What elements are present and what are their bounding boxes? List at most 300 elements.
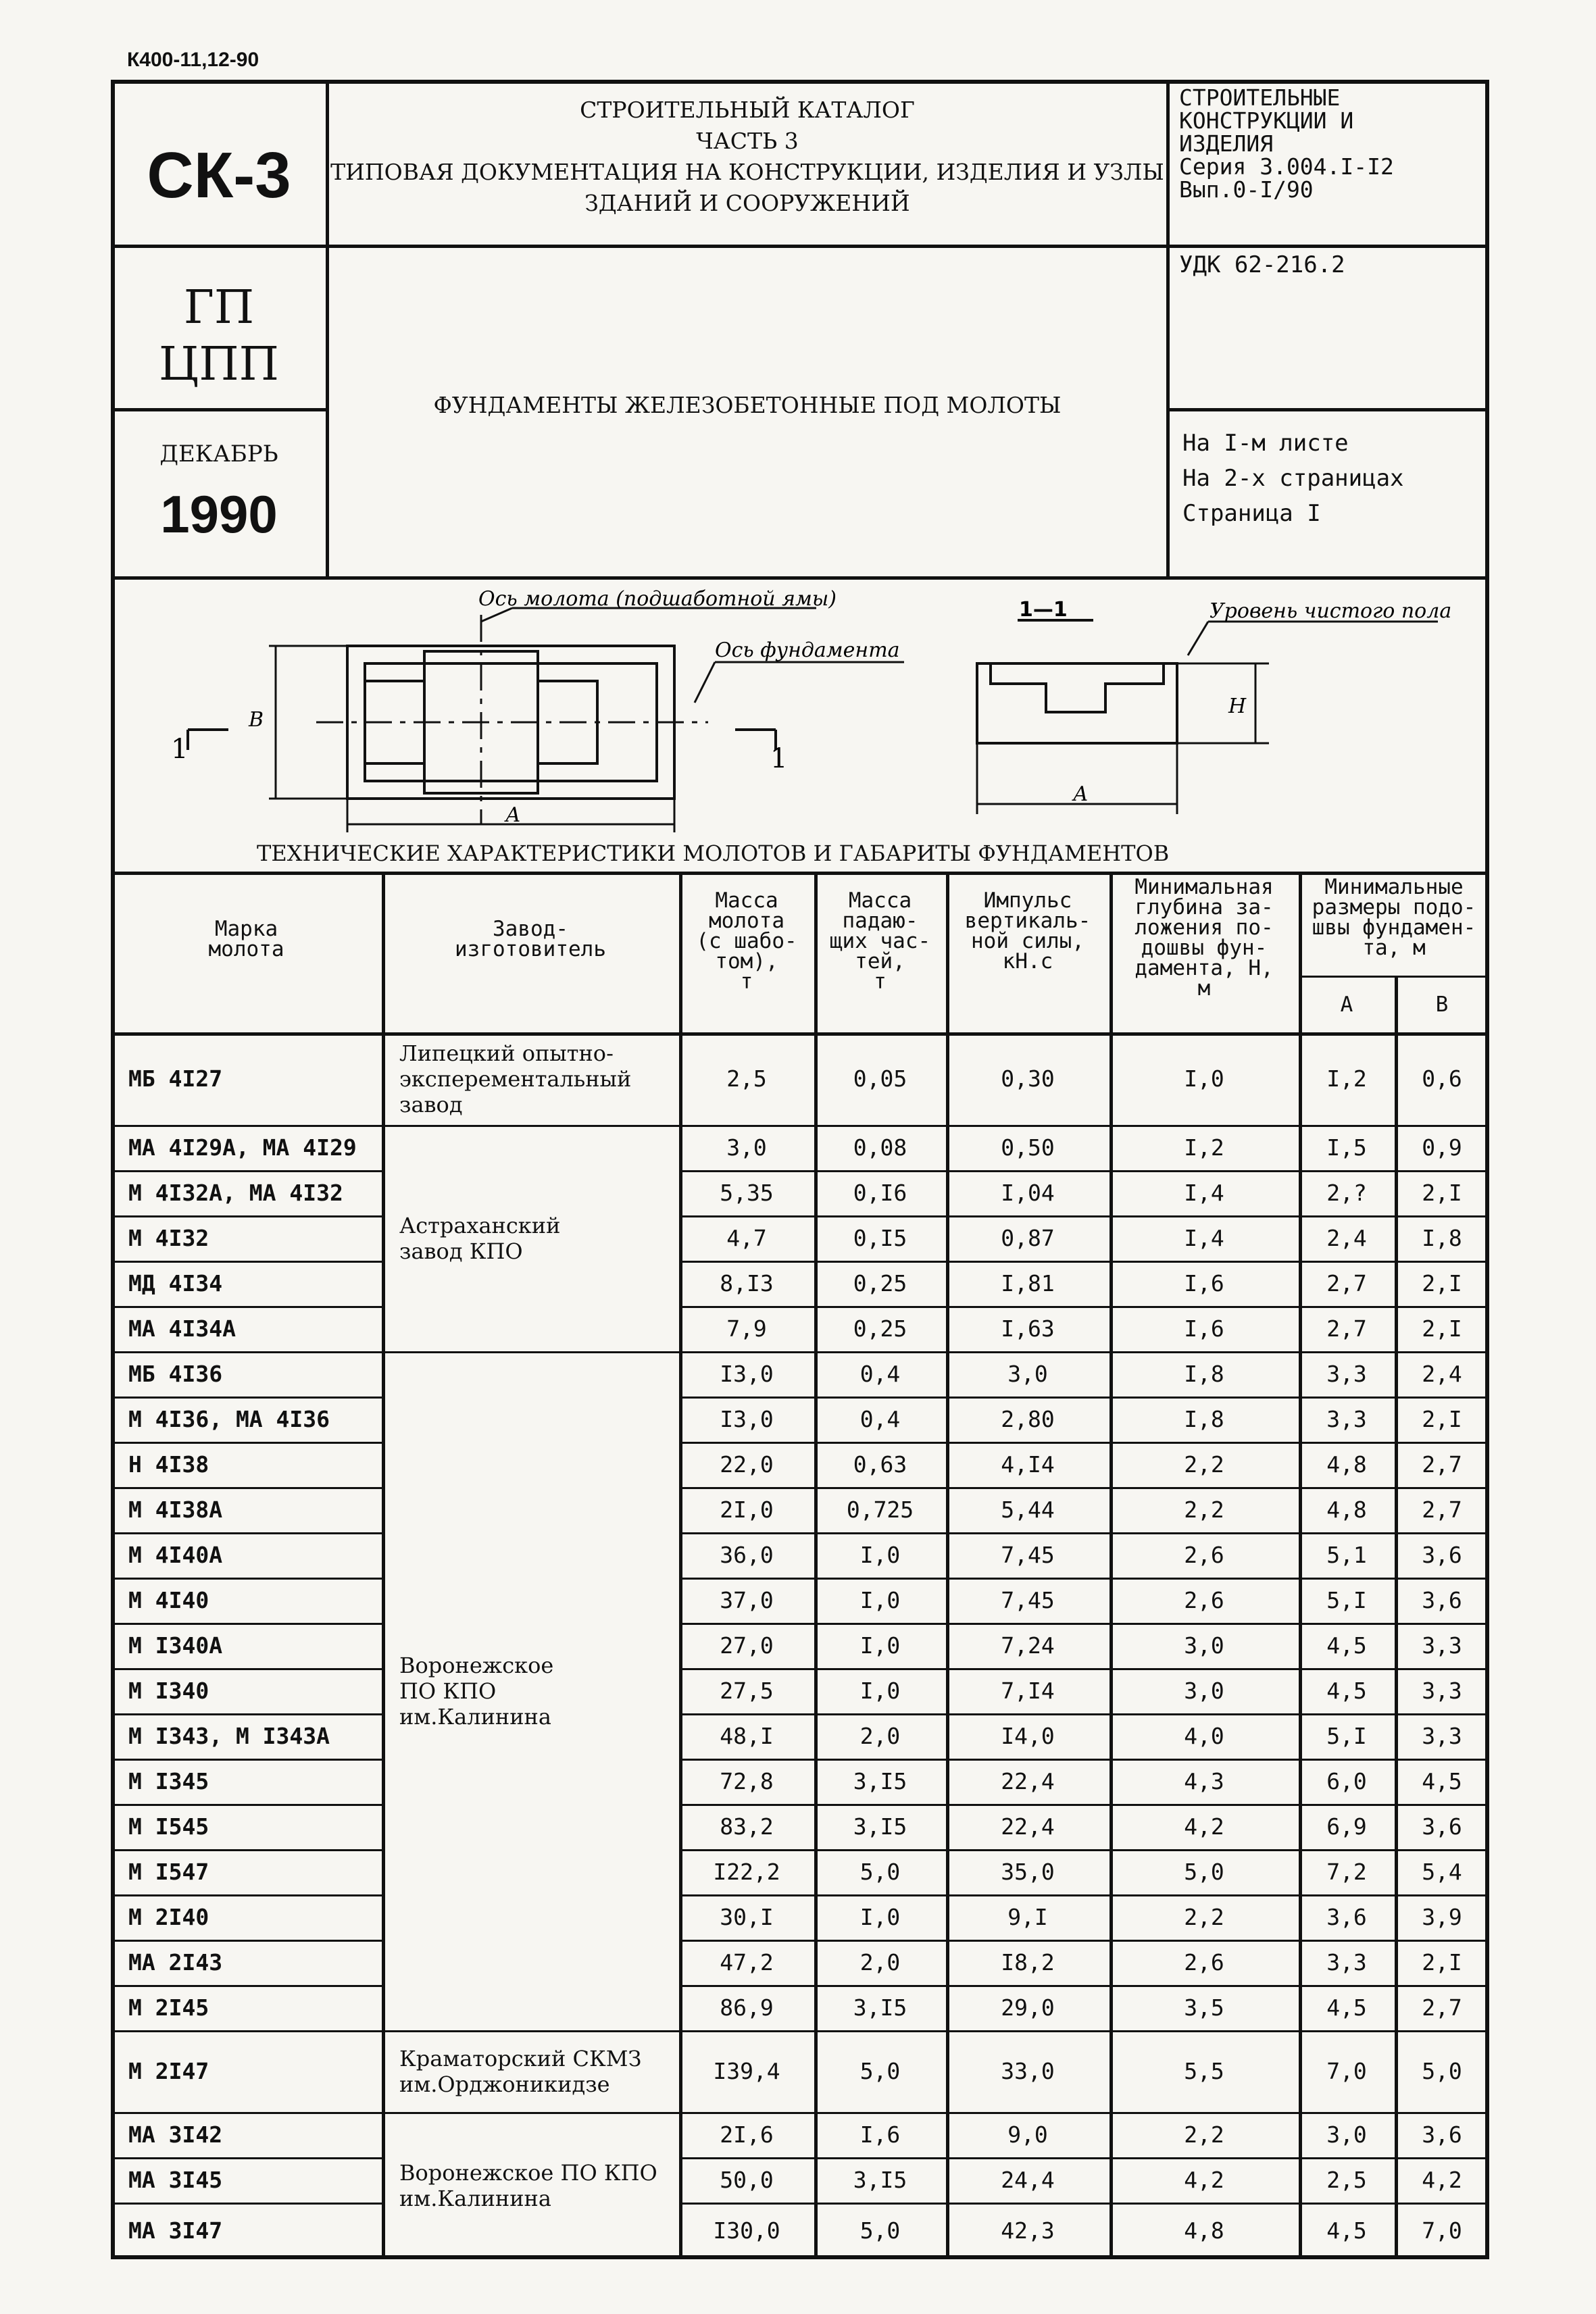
table-cell-mass: 83,2 <box>720 1813 774 1840</box>
section-dimension-a-label: А <box>1073 782 1089 806</box>
row-line-values <box>679 1215 1489 1217</box>
table-cell-depth: 4,8 <box>1184 2217 1224 2244</box>
row-line-mark <box>111 2030 382 2032</box>
catalog-line2: ЧАСТЬ 3 <box>696 128 799 154</box>
sheets-line1: На I-м листе <box>1182 430 1349 457</box>
row-line-values <box>679 1442 1489 1444</box>
table-cell-depth: 2,2 <box>1184 2121 1224 2148</box>
table-row-mark: МА 4I34А <box>128 1315 236 1342</box>
table-cell-impulse: 0,50 <box>1001 1134 1055 1161</box>
table-cell-a: 2,7 <box>1326 1269 1367 1297</box>
table-cell-falling: 0,I5 <box>853 1224 907 1251</box>
table-cell-impulse: 4,I4 <box>1001 1451 1055 1478</box>
plant-name-line: им.Калинина <box>399 2186 551 2211</box>
plant-name-line: им.Калинина <box>399 1703 551 1730</box>
row-line-values <box>679 2030 1489 2032</box>
table-cell-depth: I,2 <box>1184 1134 1224 1161</box>
table-cell-impulse: 9,I <box>1007 1903 1048 1930</box>
row-line-mark <box>111 1623 382 1625</box>
table-cell-depth: 2,6 <box>1184 1541 1224 1568</box>
table-row-mark: М 2I45 <box>128 1994 209 2021</box>
foundation-diagram <box>114 581 1485 865</box>
row-line-mark <box>111 1985 382 1987</box>
column-line <box>382 872 385 2259</box>
foundation-axis-label: Ось фундамента <box>715 638 900 662</box>
plant-name-line: Астраханский <box>399 1212 561 1238</box>
section-title: 1—1 <box>1019 598 1068 622</box>
row-line-values <box>679 1713 1489 1715</box>
udk-code: УДК 62-216.2 <box>1179 251 1345 278</box>
table-cell-falling: 0,725 <box>846 1496 914 1523</box>
header-impulse <box>950 890 1105 972</box>
row-line-values <box>679 1985 1489 1987</box>
header-depth-line: ложения по- <box>1134 915 1274 940</box>
sheets-line2: На 2-х страницах <box>1182 465 1404 492</box>
row-line-mark <box>111 1849 382 1851</box>
table-row-mark: М 4I32А, МА 4I32 <box>128 1179 343 1206</box>
row-line-mark <box>111 1578 382 1580</box>
table-top-line <box>111 872 1489 875</box>
table-cell-a: 7,0 <box>1326 2057 1367 2084</box>
table-cell-impulse: 7,24 <box>1001 1632 1055 1659</box>
catalog-line1: СТРОИТЕЛЬНЫЙ КАТАЛОГ <box>580 97 915 123</box>
row-line-mark <box>111 1532 382 1534</box>
table-row-mark: М I547 <box>128 1858 209 1885</box>
row-line-mark <box>111 1397 382 1399</box>
row-line-values <box>679 1804 1489 1806</box>
table-cell-a: 5,1 <box>1326 1541 1367 1568</box>
table-row-mark: М 4I32 <box>128 1224 209 1251</box>
catalog-line4: ЗДАНИЙ И СООРУЖЕНИЙ <box>584 190 910 216</box>
table-cell-b: 3,6 <box>1422 2121 1462 2148</box>
table-cell-mass: 47,2 <box>720 1948 774 1976</box>
plant-name-line: завод КПО <box>399 1238 523 1264</box>
table-cell-b: 5,4 <box>1422 1858 1462 1885</box>
table-cell-falling: I,0 <box>859 1632 901 1659</box>
table-row-mark: МБ 4I27 <box>128 1065 223 1092</box>
row-line-values <box>679 1849 1489 1851</box>
table-cell-impulse: 2,80 <box>1001 1405 1055 1432</box>
header-falling-line: падаю- <box>842 909 918 933</box>
table-cell-falling: 5,0 <box>859 2057 901 2084</box>
table-cell-b: 3,9 <box>1422 1903 1462 1930</box>
row-line-mark <box>111 1804 382 1806</box>
table-cell-a: 3,6 <box>1326 1903 1367 1930</box>
table-cell-depth: 2,6 <box>1184 1948 1224 1976</box>
table-title: ТЕХНИЧЕСКИЕ ХАРАКТЕРИСТИКИ МОЛОТОВ И ГАБАРИТЫ ФУНДАМЕНТОВ <box>257 840 1170 866</box>
header-depth-line: дамента, Н, <box>1134 956 1274 980</box>
table-cell-impulse: I,04 <box>1001 1179 1055 1206</box>
series-info <box>1179 86 1394 201</box>
table-cell-a: 3,3 <box>1326 1405 1367 1432</box>
table-row-mark: М I340 <box>128 1677 209 1704</box>
table-cell-falling: 0,08 <box>853 1134 907 1161</box>
table-cell-impulse: I4,0 <box>1001 1722 1055 1749</box>
series-line5: Вып.0-I/90 <box>1179 176 1314 203</box>
header-impulse-line: ной силы, <box>971 929 1084 953</box>
header-plant-line: Завод- <box>493 917 568 941</box>
dimension-b-label: В <box>249 708 264 732</box>
row-line-mark <box>111 1759 382 1761</box>
table-cell-falling: I,6 <box>859 2121 901 2148</box>
table-cell-mass: I3,0 <box>720 1360 774 1387</box>
header-mass-line: молота <box>709 909 784 933</box>
row-line-values <box>679 1351 1489 1353</box>
table-row-mark: М 2I40 <box>128 1903 209 1930</box>
header-impulse-line: Импульс <box>983 888 1072 913</box>
row-line-values <box>679 2157 1489 2159</box>
row-line-values <box>679 2203 1489 2205</box>
table-cell-mass: 7,9 <box>726 1315 767 1342</box>
table-cell-b: 2,7 <box>1422 1994 1462 2021</box>
table-row-mark: МД 4I34 <box>128 1269 223 1297</box>
table-cell-falling: 3,I5 <box>853 1767 907 1794</box>
header-depth <box>1112 877 1296 999</box>
table-cell-a: I,2 <box>1326 1065 1367 1092</box>
row-line-mark <box>111 1894 382 1896</box>
header-sizes-line: размеры подо- <box>1312 895 1476 920</box>
table-cell-falling: 0,05 <box>853 1065 907 1092</box>
table-cell-impulse: 22,4 <box>1001 1813 1055 1840</box>
dimension-h-label: Н <box>1228 695 1247 718</box>
table-cell-impulse: 35,0 <box>1001 1858 1055 1885</box>
header-mass-line: т <box>740 970 753 994</box>
table-cell-mass: 27,0 <box>720 1632 774 1659</box>
table-cell-a: 5,I <box>1326 1586 1367 1613</box>
table-cell-mass: 50,0 <box>720 2166 774 2193</box>
table-cell-b: 0,9 <box>1422 1134 1462 1161</box>
table-cell-falling: 3,I5 <box>853 1994 907 2021</box>
table-row-mark: МА 3I47 <box>128 2217 223 2244</box>
table-cell-impulse: 7,45 <box>1001 1541 1055 1568</box>
header-falling-line: тей, <box>855 949 905 974</box>
table-cell-depth: I,6 <box>1184 1269 1224 1297</box>
title-row-divider <box>111 245 1489 248</box>
table-cell-mass: 4,7 <box>726 1224 767 1251</box>
row-line-plant <box>382 2030 679 2032</box>
table-cell-b: 2,4 <box>1422 1360 1462 1387</box>
table-cell-b: 2,7 <box>1422 1451 1462 1478</box>
table-cell-mass: I30,0 <box>713 2217 780 2244</box>
table-cell-b: 5,0 <box>1422 2057 1462 2084</box>
table-cell-b: 3,3 <box>1422 1632 1462 1659</box>
table-row-mark: МА 2I43 <box>128 1948 223 1976</box>
header-falling-line: Масса <box>848 888 912 913</box>
row-line-values <box>679 1306 1489 1308</box>
table-cell-falling: 2,0 <box>859 1722 901 1749</box>
row-line-values <box>679 1532 1489 1534</box>
row-line-values <box>679 2112 1489 2114</box>
table-cell-falling: I,0 <box>859 1903 901 1930</box>
section-view <box>977 620 1438 814</box>
table-row-mark: МА 3I42 <box>128 2121 223 2148</box>
document-code: К400-11,12-90 <box>127 49 259 71</box>
table-cell-depth: 4,3 <box>1184 1767 1224 1794</box>
header-impulse-line: кН.с <box>1002 949 1053 974</box>
row-line-values <box>679 1894 1489 1896</box>
header-mass <box>683 890 810 992</box>
header-falling-line: щих час- <box>829 929 931 953</box>
table-cell-a: 4,8 <box>1326 1451 1367 1478</box>
header-falling <box>818 890 942 992</box>
plant-name-line: ПО КПО <box>399 1678 497 1704</box>
table-cell-mass: I39,4 <box>713 2057 780 2084</box>
table-cell-impulse: 22,4 <box>1001 1767 1055 1794</box>
table-cell-a: 3,3 <box>1326 1360 1367 1387</box>
header-plant <box>382 919 679 959</box>
header-a: А <box>1340 992 1353 1017</box>
table-row-mark: М 4I38А <box>128 1496 223 1523</box>
plant-name-line: Краматорский СКМЗ <box>399 2045 642 2071</box>
table-cell-impulse: 29,0 <box>1001 1994 1055 2021</box>
section-cut-right: 1 <box>770 743 788 774</box>
table-cell-depth: I,6 <box>1184 1315 1224 1342</box>
sheet-info <box>1182 426 1404 531</box>
table-cell-a: 3,3 <box>1326 1948 1367 1976</box>
table-cell-falling: 0,25 <box>853 1269 907 1297</box>
table-cell-falling: 0,63 <box>853 1451 907 1478</box>
plant-name <box>399 1653 670 1730</box>
table-cell-mass: 48,I <box>720 1722 774 1749</box>
table-cell-falling: 0,25 <box>853 1315 907 1342</box>
table-cell-a: 3,0 <box>1326 2121 1367 2148</box>
table-cell-falling: 2,0 <box>859 1948 901 1976</box>
table-cell-mass: 2I,0 <box>720 1496 774 1523</box>
row-line-values <box>679 1261 1489 1263</box>
table-cell-depth: 5,0 <box>1184 1858 1224 1885</box>
table-row-mark: М 4I40 <box>128 1586 209 1613</box>
table-cell-a: 7,2 <box>1326 1858 1367 1885</box>
table-cell-depth: 3,0 <box>1184 1632 1224 1659</box>
row-line-values <box>679 1487 1489 1489</box>
table-cell-mass: I3,0 <box>720 1405 774 1432</box>
udk-sheets-divider <box>1166 408 1489 411</box>
row-line-values <box>679 1170 1489 1172</box>
plant-name-line: эксперементальный <box>399 1065 632 1092</box>
table-row-mark: М 4I40А <box>128 1541 223 1568</box>
table-cell-depth: 3,5 <box>1184 1994 1224 2021</box>
header-b: В <box>1435 992 1449 1017</box>
plant-name-line: Воронежское ПО КПО <box>399 2160 657 2186</box>
row-line-values <box>679 1578 1489 1580</box>
table-cell-mass: 5,35 <box>720 1179 774 1206</box>
plant-name-line: Липецкий опытно- <box>399 1040 614 1066</box>
table-row-mark: М I340А <box>128 1632 223 1659</box>
table-cell-mass: 8,I3 <box>720 1269 774 1297</box>
table-cell-impulse: 33,0 <box>1001 2057 1055 2084</box>
issue-month: ДЕКАБРЬ <box>159 441 278 468</box>
plant-name <box>399 1040 670 1117</box>
row-line-mark <box>111 1125 382 1127</box>
table-cell-falling: 0,4 <box>859 1360 901 1387</box>
table-cell-a: 2,7 <box>1326 1315 1367 1342</box>
row-line-mark <box>111 1215 382 1217</box>
header-bottom-line <box>111 1032 1489 1036</box>
table-cell-a: 4,5 <box>1326 1677 1367 1704</box>
header-mark-line: молота <box>208 937 284 961</box>
table-cell-a: 6,9 <box>1326 1813 1367 1840</box>
table-cell-depth: 4,2 <box>1184 1813 1224 1840</box>
table-cell-depth: 4,2 <box>1184 2166 1224 2193</box>
table-cell-b: 7,0 <box>1422 2217 1462 2244</box>
table-cell-falling: I,0 <box>859 1586 901 1613</box>
table-cell-depth: I,8 <box>1184 1405 1224 1432</box>
sheets-line3: Страница I <box>1182 500 1321 527</box>
table-cell-impulse: 0,30 <box>1001 1065 1055 1092</box>
table-cell-depth: I,4 <box>1184 1224 1224 1251</box>
table-cell-impulse: I8,2 <box>1001 1948 1055 1976</box>
header-depth-line: дошвы фун- <box>1141 936 1268 960</box>
header-depth-line: глубина за- <box>1134 895 1274 920</box>
organization-line1: ГП <box>183 281 255 334</box>
catalog-code: СК-3 <box>147 139 291 211</box>
row-line-values <box>679 1759 1489 1761</box>
table-cell-falling: 5,0 <box>859 1858 901 1885</box>
header-sizes-line: швы фундамен- <box>1312 915 1476 940</box>
row-line-values <box>679 1397 1489 1399</box>
table-cell-mass: 37,0 <box>720 1586 774 1613</box>
table-row-mark: МБ 4I36 <box>128 1360 223 1387</box>
header-mass-line: Масса <box>715 888 778 913</box>
table-cell-impulse: 9,0 <box>1007 2121 1048 2148</box>
table-cell-impulse: I,63 <box>1001 1315 1055 1342</box>
table-row-mark: Н 4I38 <box>128 1451 209 1478</box>
catalog-title <box>328 95 1166 219</box>
row-line-mark <box>111 1351 382 1353</box>
table-cell-depth: 5,5 <box>1184 2057 1224 2084</box>
row-line-values <box>679 1668 1489 1670</box>
series-line1: СТРОИТЕЛЬНЫЕ <box>1179 84 1341 111</box>
plant-name <box>399 2160 670 2211</box>
table-cell-b: 3,6 <box>1422 1586 1462 1613</box>
table-cell-impulse: 24,4 <box>1001 2166 1055 2193</box>
row-line-mark <box>111 1442 382 1444</box>
table-cell-mass: 2I,6 <box>720 2121 774 2148</box>
table-cell-depth: I,4 <box>1184 1179 1224 1206</box>
table-cell-a: 4,5 <box>1326 1994 1367 2021</box>
plant-name-line: им.Орджоникидзе <box>399 2071 610 2097</box>
table-cell-falling: 0,I6 <box>853 1179 907 1206</box>
section-outline <box>977 663 1177 743</box>
header-mass-line: том), <box>715 949 778 974</box>
table-cell-falling: I,0 <box>859 1541 901 1568</box>
series-line4: Серия 3.004.I-I2 <box>1179 153 1394 180</box>
table-cell-a: 6,0 <box>1326 1767 1367 1794</box>
table-cell-a: 4,8 <box>1326 1496 1367 1523</box>
row-line-mark <box>111 1170 382 1172</box>
table-cell-b: 4,5 <box>1422 1767 1462 1794</box>
table-cell-b: 2,I <box>1422 1269 1462 1297</box>
table-cell-impulse: 7,I4 <box>1001 1677 1055 1704</box>
table-cell-falling: 0,4 <box>859 1405 901 1432</box>
dimension-a-label: А <box>505 803 521 827</box>
table-cell-mass: 30,I <box>720 1903 774 1930</box>
table-cell-falling: 3,I5 <box>853 1813 907 1840</box>
title-block-bottom <box>111 576 1489 580</box>
table-cell-impulse: 7,45 <box>1001 1586 1055 1613</box>
size-subheader-line <box>1299 976 1489 978</box>
table-cell-mass: 27,5 <box>720 1677 774 1704</box>
series-line2: КОНСТРУКЦИИ И <box>1179 107 1354 134</box>
table-cell-impulse: 0,87 <box>1001 1224 1055 1251</box>
table-cell-falling: 5,0 <box>859 2217 901 2244</box>
row-line-values <box>679 1125 1489 1127</box>
table-cell-falling: I,0 <box>859 1677 901 1704</box>
table-cell-a: I,5 <box>1326 1134 1367 1161</box>
row-line-mark <box>111 2157 382 2159</box>
table-cell-b: 2,I <box>1422 1315 1462 1342</box>
header-falling-line: т <box>874 970 887 994</box>
table-cell-b: 3,6 <box>1422 1813 1462 1840</box>
table-cell-a: 2,5 <box>1326 2166 1367 2193</box>
table-cell-b: 3,3 <box>1422 1677 1462 1704</box>
plant-name <box>399 2046 670 2097</box>
row-line-mark <box>111 1261 382 1263</box>
table-cell-b: 3,3 <box>1422 1722 1462 1749</box>
table-cell-a: 2,? <box>1326 1179 1367 1206</box>
org-date-divider <box>111 408 327 411</box>
series-line3: ИЗДЕЛИЯ <box>1179 130 1274 157</box>
header-mark <box>111 919 382 959</box>
table-cell-mass: 86,9 <box>720 1994 774 2021</box>
table-cell-b: 3,6 <box>1422 1541 1462 1568</box>
organization-line2: ЦПП <box>159 338 279 391</box>
table-cell-falling: 3,I5 <box>853 2166 907 2193</box>
header-sizes-line: Минимальные <box>1324 875 1464 899</box>
row-line-mark <box>111 1487 382 1489</box>
table-row-mark: М 2I47 <box>128 2057 209 2084</box>
table-cell-b: 4,2 <box>1422 2166 1462 2193</box>
header-mark-line: Марка <box>214 917 278 941</box>
table-row-mark: МА 4I29А, МА 4I29 <box>128 1134 357 1161</box>
row-line-mark <box>111 2112 382 2114</box>
catalog-line3: ТИПОВАЯ ДОКУМЕНТАЦИЯ НА КОНСТРУКЦИИ, ИЗДЕЛИЯ И УЗЛЫ <box>330 159 1164 185</box>
header-mass-line: (с шабо- <box>696 929 797 953</box>
table-cell-depth: 2,2 <box>1184 1451 1224 1478</box>
plant-name <box>399 1213 670 1264</box>
table-row-mark: МА 3I45 <box>128 2166 223 2193</box>
row-line-plant <box>382 1125 679 1127</box>
issue-year: 1990 <box>160 484 278 544</box>
table-cell-depth: 4,0 <box>1184 1722 1224 1749</box>
row-line-plant <box>382 2112 679 2114</box>
table-cell-depth: 3,0 <box>1184 1677 1224 1704</box>
row-line-mark <box>111 1668 382 1670</box>
hammer-axis-label: Ось молота (подшаботной ямы) <box>478 587 837 611</box>
table-cell-a: 2,4 <box>1326 1224 1367 1251</box>
table-cell-b: 0,6 <box>1422 1065 1462 1092</box>
table-cell-mass: I22,2 <box>713 1858 780 1885</box>
table-cell-b: 2,7 <box>1422 1496 1462 1523</box>
header-depth-line: Минимальная <box>1134 875 1274 899</box>
table-row-mark: М I345 <box>128 1767 209 1794</box>
table-row-mark: М I545 <box>128 1813 209 1840</box>
table-cell-impulse: 42,3 <box>1001 2217 1055 2244</box>
table-cell-depth: 2,2 <box>1184 1496 1224 1523</box>
row-line-mark <box>111 1713 382 1715</box>
table-cell-impulse: 3,0 <box>1007 1360 1048 1387</box>
header-plant-line: изготовитель <box>455 937 606 961</box>
table-cell-b: 2,I <box>1422 1179 1462 1206</box>
row-line-plant <box>382 1351 679 1353</box>
table-cell-mass: 72,8 <box>720 1767 774 1794</box>
table-cell-a: 4,5 <box>1326 1632 1367 1659</box>
row-line-mark <box>111 1306 382 1308</box>
product-title: ФУНДАМЕНТЫ ЖЕЛЕЗОБЕТОННЫЕ ПОД МОЛОТЫ <box>433 392 1062 418</box>
header-impulse-line: вертикаль- <box>964 909 1091 933</box>
table-cell-depth: I,0 <box>1184 1065 1224 1092</box>
table-cell-a: 4,5 <box>1326 2217 1367 2244</box>
